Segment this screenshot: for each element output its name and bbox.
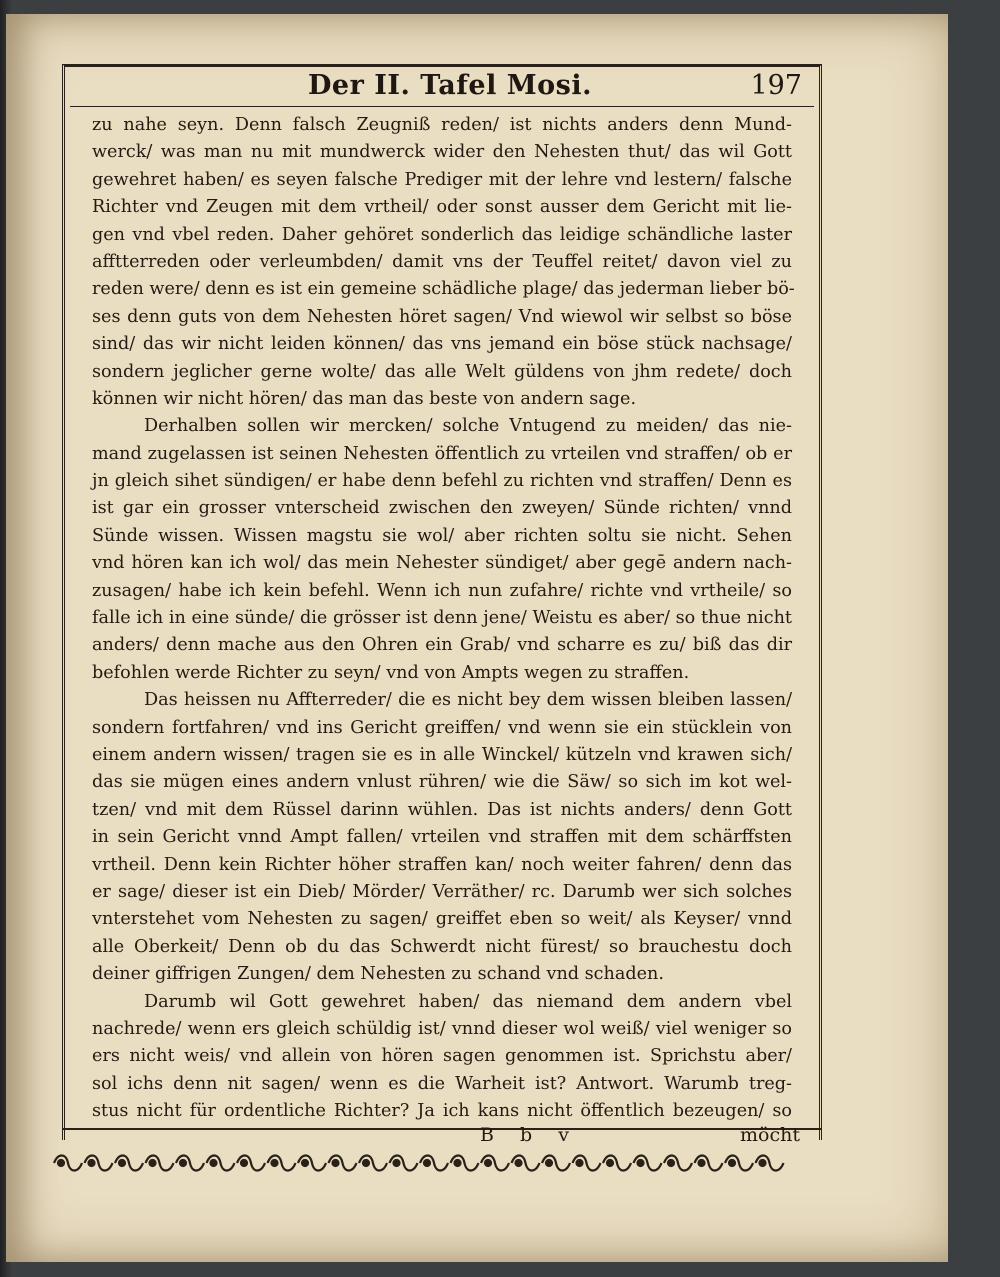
text-line: befohlen werde Richter zu seyn/ vnd von Ampts wegen zu straffen. <box>92 662 690 683</box>
ornament-dot <box>119 1160 125 1166</box>
ornament-dot <box>546 1160 552 1166</box>
ornament-dot <box>760 1160 766 1166</box>
ornament-dot <box>638 1160 644 1166</box>
text-line: tzen/ vnd mit dem Rüssel darinn wühlen. Das ist nichts anders/ denn Gott <box>92 799 792 820</box>
ornament-dot <box>394 1160 400 1166</box>
ornament-dot <box>150 1160 156 1166</box>
running-head: Der II. Tafel Mosi. <box>308 70 592 101</box>
text-line: das sie mügen eines andern vnlust rühren/ wie die Säw/ so sich im kot wel- <box>92 772 792 793</box>
ornament-dot <box>699 1160 705 1166</box>
ornament-dot <box>89 1160 95 1166</box>
text-line: zu nahe seyn. Denn falsch Zeugniß reden/ ist nichts anders denn Mund- <box>92 115 792 135</box>
header-rule <box>70 106 814 107</box>
text-line: nachrede/ wenn ers gleich schüldig ist/ vnnd dieser wol weiß/ viel weniger so <box>92 1018 792 1039</box>
text-line: gen vnd vbel reden. Daher gehöret sonderlich das leidige schändliche laster <box>92 224 792 245</box>
text-line: er sage/ dieser ist ein Dieb/ Mörder/ Verräther/ rc. Darumb wer sich solches <box>92 881 792 902</box>
signature-mark: B b v <box>480 1124 579 1146</box>
ornamental-border-icon <box>40 1148 800 1178</box>
text-line: Sünde wissen. Wissen magstu sie wol/ aber richten soltu sie nicht. Sehen <box>92 525 792 546</box>
ornament-dot <box>516 1160 522 1166</box>
catchword: möcht <box>740 1124 800 1146</box>
text-line: in sein Gericht vnnd Ampt fallen/ vrteilen vnd straffen mit dem schärffsten <box>92 827 792 848</box>
ornament-dot <box>302 1160 308 1166</box>
ornament-dot <box>241 1160 247 1166</box>
text-line: alle Oberkeit/ Denn ob du das Schwerdt nicht fürest/ so brauchestu doch <box>92 936 792 957</box>
text-line: jn gleich sihet sündigen/ er habe denn befehl zu richten vnd straffen/ Denn es <box>92 471 792 492</box>
text-line: gewehret haben/ es seyen falsche Prediger mit der lehre vnd lestern/ falsche <box>92 169 792 190</box>
page-number: 197 <box>750 70 802 101</box>
text-line: reden were/ denn es ist ein gemeine schädliche plage/ das jederman lieber bö- <box>92 279 795 300</box>
text-line: können wir nicht hören/ das man das beste von andern sage. <box>92 388 637 409</box>
text-line: zusagen/ habe ich kein befehl. Wenn ich nun zufahre/ richte vnd vrtheile/ so <box>92 580 792 601</box>
ornament-dot <box>180 1160 186 1166</box>
ornament-dot <box>668 1160 674 1166</box>
text-line: vrtheil. Denn kein Richter höher straffen kan/ noch weiter fahren/ denn das <box>92 854 792 875</box>
text-line: stus nicht für ordentliche Richter? Ja ich kans nicht öffentlich bezeugen/ so <box>92 1101 792 1122</box>
text-line: afftterreden oder verleumbden/ damit vns der Teuffel reitet/ davon viel zu <box>92 251 792 272</box>
text-line: Das heissen nu Affterreder/ die es nicht bey dem wissen bleiben lassen/ <box>144 690 792 711</box>
text-line: mand zugelassen ist seinen Nehesten öffentlich zu vrteilen vnd straffen/ ob er <box>92 443 792 464</box>
text-line: werck/ was man nu mit mundwerck wider den Nehesten thut/ das wil Gott <box>92 142 792 163</box>
text-line: falle ich in eine sünde/ die grösser ist denn jene/ Weistu es aber/ so thue nicht <box>92 608 792 629</box>
text-line: sind/ das wir nicht leiden können/ das vns jemand ein böse stück nachsage/ <box>92 334 792 355</box>
body-text <box>92 112 795 1125</box>
text-line: ist gar ein grosser vnterscheid zwischen den zweyen/ Sünde richten/ vnnd <box>92 498 792 519</box>
ornament-dot <box>577 1160 583 1166</box>
ornament-dot <box>211 1160 217 1166</box>
text-line: Derhalben sollen wir mercken/ solche Vntugend zu meiden/ das nie- <box>144 416 792 437</box>
ornament-dot <box>424 1160 430 1166</box>
ornament-dot <box>455 1160 461 1166</box>
ornament-dot <box>363 1160 369 1166</box>
text-line: deiner giffrigen Zungen/ dem Nehesten zu schand vnd schaden. <box>92 964 664 985</box>
ornament-dot <box>607 1160 613 1166</box>
ornament-dot <box>272 1160 278 1166</box>
text-line: ses denn guts von dem Nehesten höret sagen/ Vnd wiewol wir selbst so böse <box>92 306 792 327</box>
ornament-dot <box>729 1160 735 1166</box>
text-line: Darumb wil Gott gewehret haben/ das niemand dem andern vbel <box>144 991 792 1012</box>
text-line: vnd hören kan ich wol/ das mein Nehester sündiget/ aber gegē andern nach- <box>92 553 792 574</box>
text-line: ers nicht weis/ vnd allein von hören sagen genommen ist. Sprichstu aber/ <box>92 1046 792 1067</box>
text-line: anders/ denn mache aus den Ohren ein Grab/ vnd scharre es zu/ biß das dir <box>92 635 792 656</box>
text-line: sol ichs denn nit sagen/ wenn es die Warheit ist? Antwort. Warumb treg- <box>92 1073 792 1094</box>
text-line: sondern jeglicher gerne wolte/ das alle Welt güldens von jhm redete/ doch <box>92 361 792 382</box>
ornament-dot <box>485 1160 491 1166</box>
text-line: Richter vnd Zeugen mit dem vrtheil/ oder sonst ausser dem Gericht mit lie- <box>92 197 792 218</box>
text-line: einem andern wissen/ tragen sie es in alle Winckel/ kützeln vnd krawen sich/ <box>92 744 792 765</box>
text-line: sondern fortfahren/ vnd ins Gericht greiffen/ vnd wenn sie ein stücklein von <box>92 717 792 738</box>
ornament-dot <box>58 1160 64 1166</box>
text-line: vnterstehet vom Nehesten zu sagen/ greiffet eben so weit/ als Keyser/ vnnd <box>92 909 792 930</box>
ornament-dot <box>333 1160 339 1166</box>
